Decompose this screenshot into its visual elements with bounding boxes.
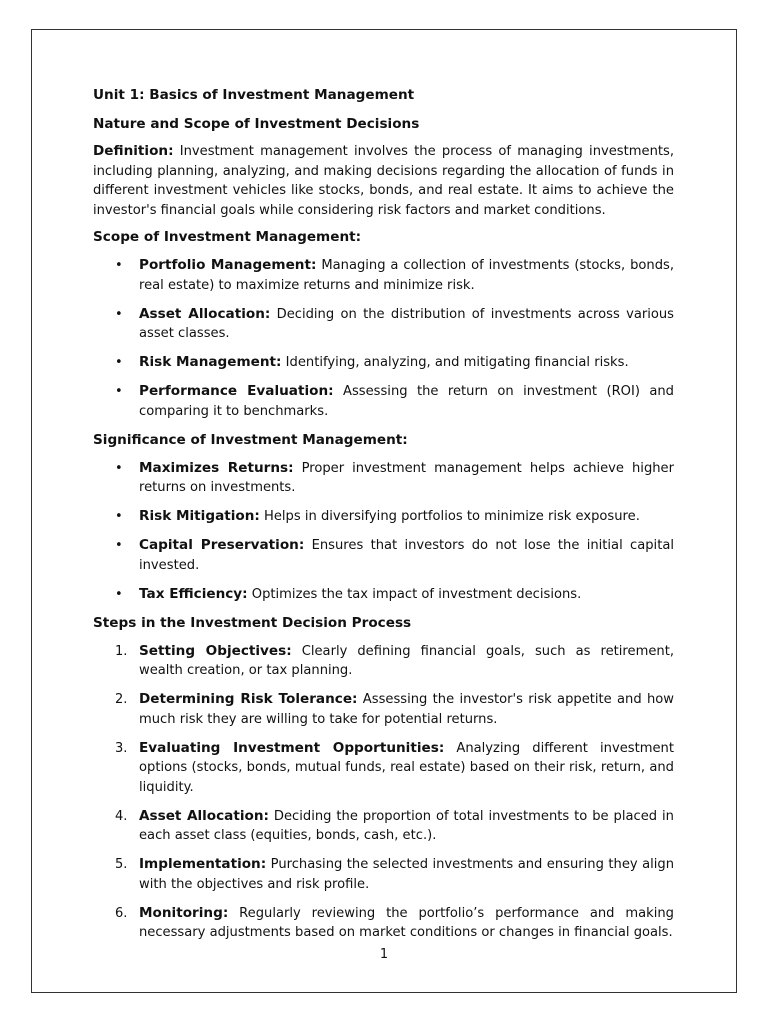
step-number: 4. [115, 808, 128, 824]
step-number: 1. [115, 643, 128, 659]
list-item [93, 382, 674, 421]
list-item [93, 305, 674, 344]
list-item [93, 690, 674, 729]
item-term: Risk Management: [139, 354, 282, 370]
bullet-icon: • [115, 384, 123, 399]
item-term: Monitoring: [139, 904, 229, 921]
item-term: Determining Risk Tolerance: [139, 691, 358, 707]
item-text: Clearly defining financial goals, such as retirement, wealth creation, or tax planning. [139, 643, 674, 678]
steps-list [93, 642, 674, 943]
item-text: Assessing the investor's risk appetite and how much risk they are willing to take for potential returns. [139, 692, 674, 727]
bullet-icon: • [115, 509, 123, 524]
list-item [93, 585, 674, 605]
bullet-icon: • [115, 306, 123, 322]
list-item [93, 904, 674, 943]
item-term: Tax Efficiency: [139, 585, 248, 602]
item-term: Asset Allocation: [139, 305, 271, 322]
scope-list [93, 256, 674, 421]
list-item [93, 642, 674, 681]
list-item [93, 256, 674, 295]
list-item [93, 353, 674, 373]
step-number: 5. [115, 857, 128, 872]
item-text: Optimizes the tax impact of investment decisions. [247, 586, 582, 602]
item-text: Ensures that investors do not lose the initial capital invested. [139, 538, 674, 573]
list-item [93, 536, 674, 575]
item-text: Analyzing different investment options (stocks, bonds, mutual funds, real estate) based on their risk, return, and liquidity. [139, 740, 674, 795]
list-item [93, 459, 674, 498]
item-text: Helps in diversifying portfolios to minimize risk exposure. [259, 509, 640, 524]
list-item [93, 807, 674, 846]
item-term: Risk Mitigation: [139, 508, 260, 524]
item-text: Identifying, analyzing, and mitigating financial risks. [281, 355, 629, 370]
steps-heading: Steps in the Investment Decision Process [93, 614, 412, 631]
item-text: Deciding on the distribution of investments across various asset classes. [139, 306, 674, 341]
significance-heading: Significance of Investment Management: [93, 431, 408, 448]
step-number: 6. [115, 905, 128, 921]
definition-term: Definition: [93, 143, 174, 159]
item-term: Portfolio Management: [139, 257, 317, 273]
bullet-icon: • [115, 258, 123, 273]
bullet-icon: • [115, 538, 123, 553]
document-body [93, 86, 674, 952]
unit-title: Unit 1: Basics of Investment Management [93, 87, 415, 103]
item-text: Deciding the proportion of total investments to be placed in each asset class (equities, bonds, cash, etc.). [139, 808, 674, 843]
item-term: Maximizes Returns: [139, 459, 294, 476]
item-text: Proper investment management helps achieve higher returns on investments. [139, 460, 674, 495]
item-term: Capital Preservation: [139, 537, 305, 553]
list-item [93, 855, 674, 894]
step-number: 3. [115, 740, 128, 756]
page-number: 1 [379, 947, 389, 962]
definition-text: Investment management involves the process of managing investments, including planning, analyzing, and making decisions regarding the allocation of funds in different investment vehicles like stocks, bonds, and real estate. It aims to achieve the investor's financial goals while considering risk factors and market conditions. [93, 144, 674, 218]
bullet-icon: • [115, 586, 123, 602]
item-term: Performance Evaluation: [139, 383, 334, 399]
item-text: Purchasing the selected investments and ensuring they align with the objectives and risk profile. [139, 857, 674, 892]
list-item [93, 507, 674, 527]
item-text: Managing a collection of investments (stocks, bonds, real estate) to maximize returns and minimize risk. [139, 258, 674, 293]
item-term: Evaluating Investment Opportunities: [139, 739, 445, 756]
bullet-icon: • [115, 355, 123, 370]
bullet-icon: • [115, 460, 123, 476]
item-text: Assessing the return on investment (ROI) and comparing it to benchmarks. [139, 384, 674, 419]
item-term: Setting Objectives: [139, 642, 292, 659]
item-term: Asset Allocation: [139, 807, 269, 824]
step-number: 2. [115, 692, 128, 707]
significance-list [93, 459, 674, 605]
definition-paragraph [93, 142, 674, 220]
scope-heading: Scope of Investment Management: [93, 229, 362, 245]
item-text: Regularly reviewing the portfolio’s performance and making necessary adjustments based on market conditions or changes in financial goals. [139, 905, 674, 940]
section-title: Nature and Scope of Investment Decisions [93, 116, 420, 132]
item-term: Implementation: [139, 856, 267, 872]
list-item [93, 739, 674, 798]
